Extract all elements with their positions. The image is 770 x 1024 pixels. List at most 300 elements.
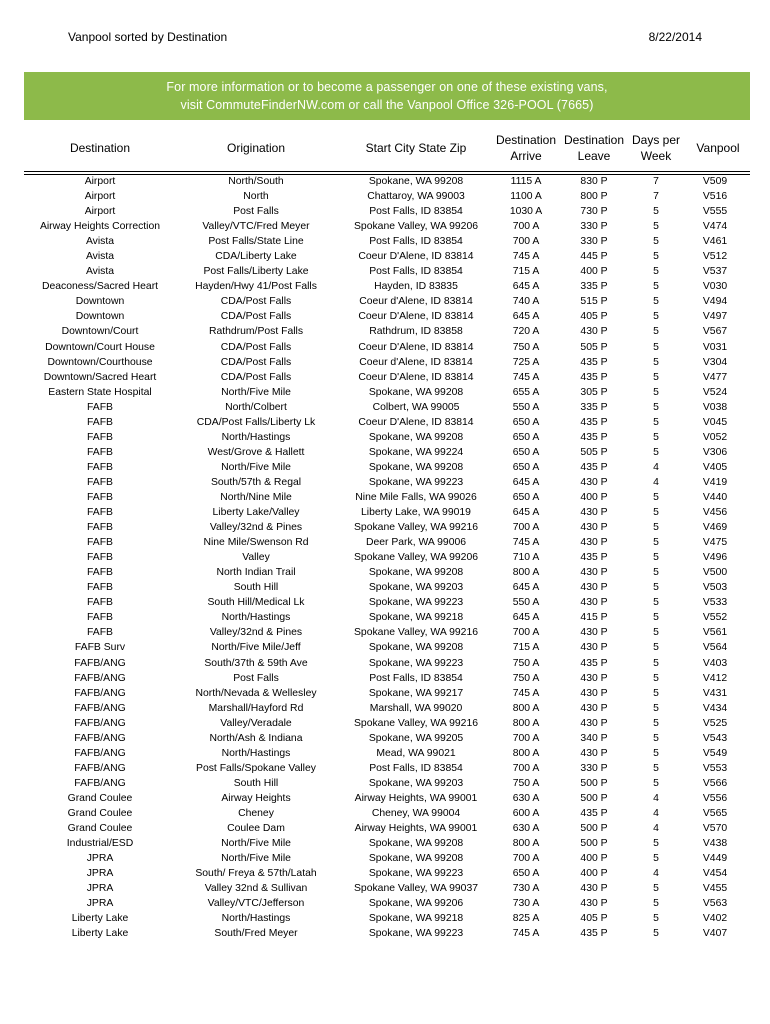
table-row: [24, 671, 750, 686]
cell-destination: Grand Coulee: [67, 823, 133, 835]
cell-vanpool: V403: [702, 657, 728, 669]
cell-arrive: 645 A: [512, 476, 540, 488]
cell-destination: Downtown/Court House: [45, 341, 155, 353]
cell-origination: South/Fred Meyer: [214, 928, 298, 940]
cell-days: 5: [653, 281, 659, 293]
report-date: 8/22/2014: [648, 30, 702, 44]
cell-vanpool: V431: [702, 687, 728, 699]
cell-destination: FAFB: [87, 476, 113, 488]
cell-days: 5: [653, 507, 659, 519]
cell-origination: North/Five Mile: [221, 853, 291, 865]
cell-start-city: Spokane, WA 99208: [368, 642, 464, 654]
cell-vanpool: V497: [702, 311, 728, 323]
cell-vanpool: V512: [702, 251, 728, 263]
cell-destination: JPRA: [86, 883, 114, 895]
cell-start-city: Coeur d'Alene, ID 83814: [359, 296, 473, 308]
cell-start-city: Colbert, WA 99005: [372, 401, 460, 413]
cell-arrive: 745 A: [512, 928, 540, 940]
cell-leave: 305 P: [580, 386, 608, 398]
cell-origination: North/Five Mile: [221, 461, 291, 473]
table-row: [24, 821, 750, 836]
cell-origination: Valley/Veradale: [220, 717, 292, 729]
table-row: [24, 535, 750, 550]
cell-destination: Avista: [85, 251, 115, 263]
cell-days: 5: [653, 898, 659, 910]
cell-days: 5: [653, 913, 659, 925]
cell-arrive: 645 A: [512, 311, 540, 323]
cell-days: 5: [653, 838, 659, 850]
cell-vanpool: V533: [702, 597, 728, 609]
cell-days: 5: [653, 537, 659, 549]
table-row: [24, 385, 750, 400]
table-row: [24, 264, 750, 279]
cell-days: 4: [653, 792, 659, 804]
cell-vanpool: V496: [702, 552, 728, 564]
cell-destination: Downtown: [75, 296, 125, 308]
cell-arrive: 600 A: [512, 807, 540, 819]
col-start-city: Start City State Zip: [365, 141, 467, 155]
cell-days: 5: [653, 491, 659, 503]
cell-days: 5: [653, 928, 659, 940]
cell-destination: Liberty Lake: [71, 913, 129, 925]
cell-days: 5: [653, 356, 659, 368]
cell-start-city: Spokane, WA 99208: [368, 176, 464, 187]
cell-origination: Valley/VTC/Fred Meyer: [202, 221, 310, 233]
cell-origination: South Hill: [233, 777, 279, 789]
cell-leave: 430 P: [580, 326, 608, 338]
table-row: [24, 806, 750, 821]
cell-destination: FAFB: [87, 416, 113, 428]
cell-start-city: Coeur D'Alene, ID 83814: [358, 341, 474, 353]
cell-leave: 430 P: [580, 522, 608, 534]
cell-leave: 330 P: [580, 221, 608, 233]
cell-start-city: Coeur D'Alene, ID 83814: [358, 251, 474, 263]
col-arrive-line2: Arrive: [510, 149, 542, 163]
cell-start-city: Spokane, WA 99223: [368, 928, 464, 940]
cell-leave: 505 P: [580, 446, 608, 458]
table-row: [24, 234, 750, 249]
cell-start-city: Spokane, WA 99217: [368, 687, 464, 699]
cell-start-city: Post Falls, ID 83854: [369, 206, 463, 218]
cell-destination: Liberty Lake: [71, 928, 129, 940]
cell-origination: CDA/Liberty Lake: [215, 251, 297, 263]
cell-origination: North: [243, 191, 269, 203]
cell-start-city: Rathdrum, ID 83858: [369, 326, 463, 338]
table-row: [24, 836, 750, 851]
table-row: [24, 656, 750, 671]
cell-arrive: 745 A: [512, 251, 540, 263]
cell-days: 5: [653, 883, 659, 895]
cell-vanpool: V494: [702, 296, 728, 308]
cell-arrive: 645 A: [512, 281, 540, 293]
col-days: [624, 132, 688, 164]
cell-start-city: Spokane, WA 99224: [368, 446, 464, 458]
cell-origination: Coulee Dam: [227, 823, 285, 835]
cell-leave: 430 P: [580, 702, 608, 714]
cell-arrive: 750 A: [512, 777, 540, 789]
cell-leave: 435 P: [580, 657, 608, 669]
cell-vanpool: V570: [702, 823, 728, 835]
cell-vanpool: V556: [702, 792, 728, 804]
cell-origination: Rathdrum/Post Falls: [208, 326, 304, 338]
cell-origination: Valley 32nd & Sullivan: [204, 883, 308, 895]
cell-vanpool: V405: [702, 461, 728, 473]
cell-start-city: Post Falls, ID 83854: [369, 672, 463, 684]
table-row: [24, 219, 750, 234]
cell-start-city: Spokane Valley, WA 99216: [354, 627, 478, 639]
cell-destination: FAFB: [87, 537, 113, 549]
cell-vanpool: V524: [702, 386, 728, 398]
cell-arrive: 710 A: [512, 552, 540, 564]
cell-origination: North/South: [228, 176, 284, 187]
cell-vanpool: V543: [702, 732, 728, 744]
cell-destination: Avista: [85, 266, 115, 278]
table-row: [24, 324, 750, 339]
col-arrive: [488, 132, 564, 164]
cell-start-city: Spokane, WA 99218: [368, 612, 464, 624]
cell-destination: FAFB: [87, 507, 113, 519]
col-leave-line2: Leave: [577, 149, 611, 163]
cell-destination: FAFB/ANG: [74, 762, 126, 774]
cell-leave: 800 P: [580, 191, 608, 203]
cell-arrive: 750 A: [512, 672, 540, 684]
cell-leave: 430 P: [580, 537, 608, 549]
table-row: [24, 896, 750, 911]
cell-days: 5: [653, 627, 659, 639]
cell-leave: 435 P: [580, 371, 608, 383]
banner-line-1: For more information or to become a passenger on one of these existing vans,: [166, 80, 608, 94]
table-row: [24, 355, 750, 370]
cell-origination: Post Falls/Spokane Valley: [196, 762, 316, 774]
cell-vanpool: V306: [702, 446, 728, 458]
cell-arrive: 825 A: [512, 913, 540, 925]
report-title: Vanpool sorted by Destination: [68, 30, 228, 44]
cell-start-city: Chattaroy, WA 99003: [367, 191, 465, 203]
cell-vanpool: V456: [702, 507, 728, 519]
table-row: [24, 640, 750, 655]
cell-leave: 400 P: [580, 266, 608, 278]
cell-origination: Valley/VTC/Jefferson: [207, 898, 305, 910]
cell-days: 5: [653, 612, 659, 624]
table-row: [24, 249, 750, 264]
cell-start-city: Spokane, WA 99203: [368, 777, 464, 789]
cell-leave: 500 P: [580, 838, 608, 850]
table-row: [24, 580, 750, 595]
cell-start-city: Airway Heights, WA 99001: [354, 823, 478, 835]
cell-arrive: 700 A: [512, 762, 540, 774]
vanpool-table-body: [24, 174, 750, 941]
cell-vanpool: V412: [702, 672, 728, 684]
cell-destination: FAFB/ANG: [74, 732, 126, 744]
cell-arrive: 715 A: [512, 642, 540, 654]
cell-arrive: 800 A: [512, 567, 540, 579]
cell-start-city: Coeur D'Alene, ID 83814: [358, 371, 474, 383]
cell-start-city: Post Falls, ID 83854: [369, 236, 463, 248]
cell-vanpool: V449: [702, 853, 728, 865]
table-row: [24, 189, 750, 204]
table-row: [24, 279, 750, 294]
cell-origination: Post Falls/Liberty Lake: [203, 266, 309, 278]
cell-destination: Downtown/Courthouse: [47, 356, 153, 368]
cell-leave: 430 P: [580, 747, 608, 759]
table-row: [24, 911, 750, 926]
cell-days: 5: [653, 386, 659, 398]
table-row: [24, 340, 750, 355]
cell-leave: 435 P: [580, 807, 608, 819]
cell-leave: 430 P: [580, 582, 608, 594]
table-row: [24, 851, 750, 866]
cell-arrive: 700 A: [512, 732, 540, 744]
cell-origination: CDA/Post Falls: [220, 371, 292, 383]
cell-days: 5: [653, 266, 659, 278]
table-row: [24, 460, 750, 475]
col-origination: Origination: [226, 141, 286, 155]
cell-origination: West/Grove & Hallett: [207, 446, 305, 458]
cell-vanpool: V516: [702, 191, 728, 203]
cell-arrive: 650 A: [512, 446, 540, 458]
cell-start-city: Spokane, WA 99223: [368, 657, 464, 669]
cell-origination: Cheney: [238, 807, 274, 819]
cell-start-city: Spokane, WA 99223: [368, 476, 464, 488]
cell-destination: FAFB/ANG: [74, 702, 126, 714]
cell-arrive: 730 A: [512, 898, 540, 910]
cell-arrive: 650 A: [512, 431, 540, 443]
cell-destination: FAFB: [87, 582, 113, 594]
cell-days: 5: [653, 732, 659, 744]
cell-origination: North/Hastings: [221, 431, 291, 443]
cell-destination: FAFB/ANG: [74, 717, 126, 729]
cell-leave: 500 P: [580, 792, 608, 804]
cell-leave: 435 P: [580, 416, 608, 428]
cell-destination: Downtown/Sacred Heart: [43, 371, 157, 383]
cell-start-city: Spokane, WA 99206: [368, 898, 464, 910]
cell-vanpool: V561: [702, 627, 728, 639]
cell-start-city: Hayden, ID 83835: [374, 281, 458, 293]
cell-vanpool: V477: [702, 371, 728, 383]
cell-start-city: Spokane, WA 99223: [368, 597, 464, 609]
cell-start-city: Spokane, WA 99205: [368, 732, 464, 744]
table-row: [24, 309, 750, 324]
cell-leave: 435 P: [580, 356, 608, 368]
cell-origination: North/Hastings: [221, 913, 291, 925]
table-row: [24, 866, 750, 881]
cell-origination: North/Ash & Indiana: [209, 732, 303, 744]
cell-days: 5: [653, 416, 659, 428]
cell-destination: Deaconess/Sacred Heart: [41, 281, 159, 293]
col-days-line2: Week: [640, 149, 672, 163]
cell-vanpool: V461: [702, 236, 728, 248]
col-destination: Destination: [69, 141, 131, 155]
cell-arrive: 750 A: [512, 341, 540, 353]
cell-days: 7: [653, 191, 659, 203]
cell-days: 5: [653, 702, 659, 714]
cell-origination: CDA/Post Falls: [220, 341, 292, 353]
cell-start-city: Cheney, WA 99004: [371, 807, 461, 819]
page-header: [68, 30, 702, 46]
cell-destination: FAFB/ANG: [74, 777, 126, 789]
cell-days: 5: [653, 642, 659, 654]
cell-destination: FAFB/ANG: [74, 672, 126, 684]
table-row: [24, 761, 750, 776]
table-row: [24, 701, 750, 716]
table-row: [24, 625, 750, 640]
cell-leave: 340 P: [580, 732, 608, 744]
cell-destination: Airport: [84, 176, 116, 187]
cell-days: 5: [653, 251, 659, 263]
cell-leave: 330 P: [580, 236, 608, 248]
cell-days: 4: [653, 476, 659, 488]
cell-origination: Post Falls: [233, 672, 279, 684]
cell-origination: South/ Freya & 57th/Latah: [195, 868, 317, 880]
cell-arrive: 630 A: [512, 823, 540, 835]
col-leave: [558, 132, 630, 164]
cell-vanpool: V038: [702, 401, 728, 413]
cell-destination: FAFB: [87, 491, 113, 503]
cell-arrive: 645 A: [512, 612, 540, 624]
cell-destination: Grand Coulee: [67, 807, 133, 819]
col-vanpool: Vanpool: [696, 141, 740, 155]
table-row: [24, 445, 750, 460]
cell-leave: 430 P: [580, 642, 608, 654]
cell-days: 5: [653, 221, 659, 233]
cell-leave: 400 P: [580, 853, 608, 865]
cell-destination: FAFB: [87, 522, 113, 534]
col-leave-line1: Destination: [563, 133, 625, 147]
cell-leave: 430 P: [580, 883, 608, 895]
col-days-line1: Days per: [631, 133, 681, 147]
cell-destination: Avista: [85, 236, 115, 248]
cell-leave: 430 P: [580, 687, 608, 699]
cell-destination: JPRA: [86, 898, 114, 910]
cell-leave: 515 P: [580, 296, 608, 308]
cell-start-city: Spokane Valley, WA 99216: [354, 522, 478, 534]
cell-start-city: Deer Park, WA 99006: [365, 537, 467, 549]
cell-start-city: Nine Mile Falls, WA 99026: [355, 491, 477, 503]
cell-destination: Airway Heights Correction: [39, 221, 161, 233]
cell-destination: FAFB: [87, 401, 113, 413]
cell-leave: 405 P: [580, 311, 608, 323]
cell-arrive: 700 A: [512, 236, 540, 248]
info-banner: [24, 72, 750, 120]
table-row: [24, 776, 750, 791]
table-row: [24, 204, 750, 219]
cell-start-city: Spokane, WA 99218: [368, 913, 464, 925]
cell-vanpool: V052: [702, 431, 728, 443]
table-row: [24, 174, 750, 189]
table-row: [24, 430, 750, 445]
cell-vanpool: V454: [702, 868, 728, 880]
table-header: [24, 130, 750, 170]
cell-origination: Valley/32nd & Pines: [209, 627, 303, 639]
cell-days: 5: [653, 371, 659, 383]
table-row: [24, 746, 750, 761]
cell-start-city: Spokane, WA 99208: [368, 567, 464, 579]
cell-leave: 335 P: [580, 401, 608, 413]
cell-vanpool: V045: [702, 416, 728, 428]
cell-days: 5: [653, 853, 659, 865]
cell-days: 5: [653, 567, 659, 579]
cell-start-city: Spokane, WA 99208: [368, 461, 464, 473]
cell-origination: South Hill: [233, 582, 279, 594]
cell-origination: North/Five Mile/Jeff: [211, 642, 301, 654]
cell-vanpool: V567: [702, 326, 728, 338]
cell-destination: FAFB Surv: [74, 642, 126, 654]
cell-start-city: Spokane, WA 99203: [368, 582, 464, 594]
cell-leave: 435 P: [580, 552, 608, 564]
cell-vanpool: V564: [702, 642, 728, 654]
cell-destination: FAFB/ANG: [74, 687, 126, 699]
cell-origination: North/Hastings: [221, 612, 291, 624]
cell-days: 5: [653, 326, 659, 338]
cell-arrive: 700 A: [512, 627, 540, 639]
cell-start-city: Coeur d'Alene, ID 83814: [359, 356, 473, 368]
table-row: [24, 490, 750, 505]
cell-leave: 430 P: [580, 507, 608, 519]
cell-vanpool: V031: [702, 341, 728, 353]
banner-line-2: visit CommuteFinderNW.com or call the Vanpool Office 326-POOL (7665): [180, 98, 594, 112]
cell-days: 5: [653, 236, 659, 248]
cell-days: 4: [653, 868, 659, 880]
cell-days: 5: [653, 747, 659, 759]
cell-vanpool: V407: [702, 928, 728, 940]
table-row: [24, 415, 750, 430]
cell-start-city: Mead, WA 99021: [376, 747, 456, 759]
cell-arrive: 650 A: [512, 416, 540, 428]
cell-arrive: 1115 A: [510, 176, 542, 187]
cell-days: 5: [653, 777, 659, 789]
cell-start-city: Spokane, WA 99208: [368, 386, 464, 398]
cell-days: 4: [653, 461, 659, 473]
cell-origination: CDA/Post Falls: [220, 311, 292, 323]
cell-destination: FAFB: [87, 627, 113, 639]
cell-destination: JPRA: [86, 868, 114, 880]
cell-vanpool: V555: [702, 206, 728, 218]
cell-arrive: 800 A: [512, 838, 540, 850]
cell-vanpool: V552: [702, 612, 728, 624]
cell-days: 5: [653, 446, 659, 458]
cell-origination: Marshall/Hayford Rd: [208, 702, 304, 714]
cell-origination: North/Nine Mile: [220, 491, 292, 503]
cell-vanpool: V537: [702, 266, 728, 278]
cell-days: 4: [653, 807, 659, 819]
cell-destination: Grand Coulee: [67, 792, 133, 804]
cell-origination: North/Five Mile: [221, 386, 291, 398]
cell-start-city: Spokane, WA 99223: [368, 868, 464, 880]
table-row: [24, 294, 750, 309]
cell-origination: Post Falls: [233, 206, 279, 218]
cell-days: 5: [653, 672, 659, 684]
cell-vanpool: V565: [702, 807, 728, 819]
cell-days: 5: [653, 401, 659, 413]
cell-arrive: 720 A: [512, 326, 540, 338]
cell-origination: Valley: [242, 552, 270, 564]
table-row: [24, 475, 750, 490]
table-row: [24, 370, 750, 385]
cell-leave: 400 P: [580, 868, 608, 880]
cell-origination: South Hill/Medical Lk: [207, 597, 305, 609]
cell-origination: Hayden/Hwy 41/Post Falls: [195, 281, 317, 293]
cell-arrive: 655 A: [512, 386, 540, 398]
cell-days: 4: [653, 823, 659, 835]
cell-destination: FAFB: [87, 597, 113, 609]
cell-destination: Eastern State Hospital: [48, 386, 152, 398]
cell-destination: FAFB: [87, 552, 113, 564]
cell-arrive: 800 A: [512, 702, 540, 714]
cell-destination: FAFB: [87, 567, 113, 579]
cell-origination: North/Hastings: [221, 747, 291, 759]
cell-start-city: Spokane Valley, WA 99206: [354, 221, 478, 233]
cell-days: 5: [653, 657, 659, 669]
